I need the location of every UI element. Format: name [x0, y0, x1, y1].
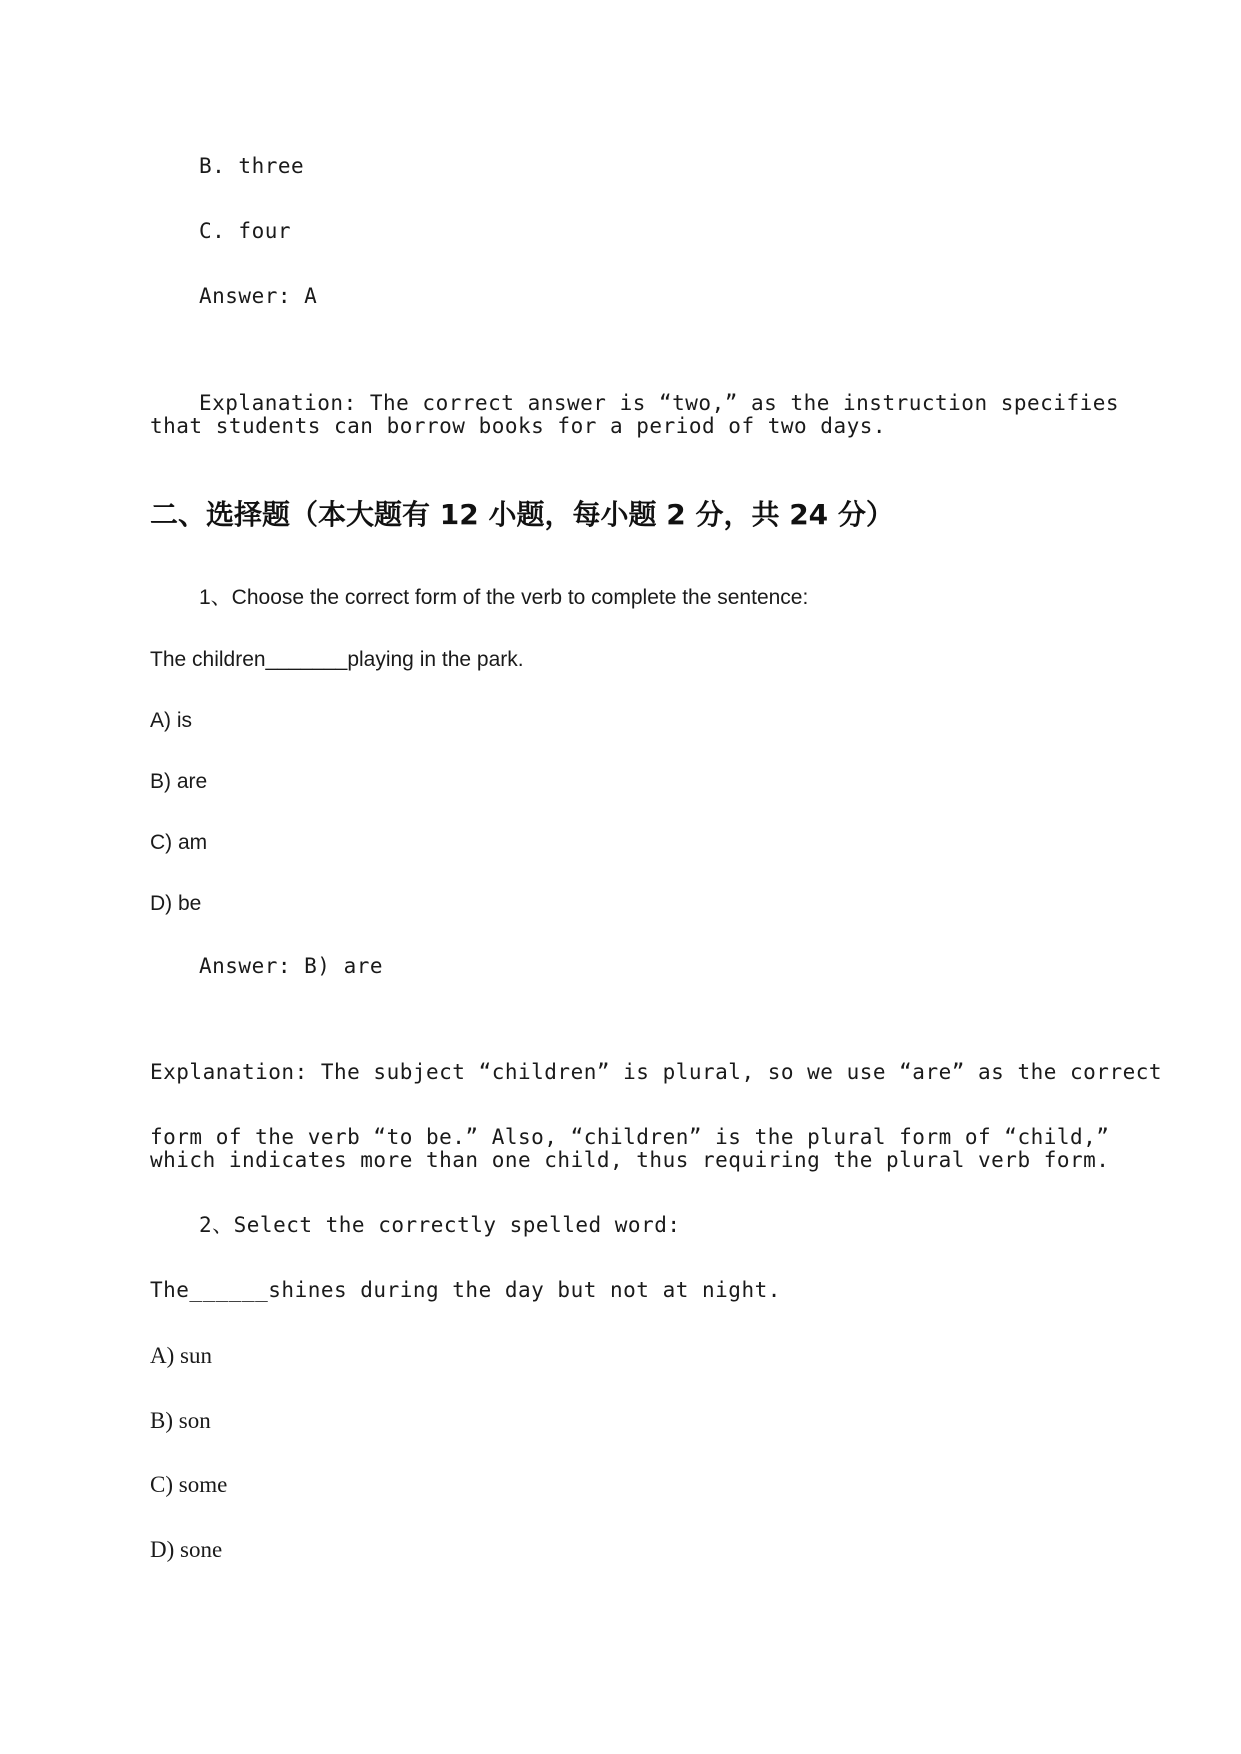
question-1-option-a: A) is	[150, 709, 192, 732]
explanation-line-2: that students can borrow books for a period of two days.	[150, 414, 887, 438]
question-1-option-c: C) am	[150, 831, 208, 854]
question-1-explanation-line-2-text: form of the verb “to be.” Also, “children” is the plural form of “child,”	[150, 1125, 1110, 1149]
question-1-option-d: D) be	[150, 892, 202, 915]
answer: Answer: A	[199, 284, 318, 308]
question-1-prompt: 1、Choose the correct form of the verb to complete the sentence:	[199, 586, 809, 609]
section-heading: 二、选择题（本大题有 12 小题，每小题 2 分，共 24 分）	[150, 498, 894, 531]
question-1-explanation-line-2	[150, 1085, 1110, 1190]
question-2-option-b: B) son	[150, 1408, 211, 1433]
question-1-explanation-line-3: which indicates more than one child, thus requiring the plural verb form.	[150, 1148, 1110, 1172]
question-2-option-d: D) sone	[150, 1537, 223, 1562]
question-1-answer: Answer: B) are	[199, 954, 384, 978]
explanation-line-1-text: Explanation: The correct answer is “two,” as the instruction specifies	[199, 391, 1120, 415]
question-1-option-b: B) are	[150, 770, 208, 793]
question-1-sentence: The children_______playing in the park.	[150, 648, 524, 671]
option-b: B. three	[199, 154, 305, 178]
question-2-option-a: A) sun	[150, 1343, 212, 1368]
question-2-sentence: The______shines during the day but not at night.	[150, 1278, 781, 1302]
question-2-option-c: C) some	[150, 1472, 228, 1497]
question-2-prompt: 2、Select the correctly spelled word:	[199, 1213, 681, 1237]
option-c: C. four	[199, 219, 292, 243]
question-1-explanation-line-1-text: Explanation: The subject “children” is plural, so we use “are” as the correct	[150, 1060, 1163, 1084]
explanation-line-1	[199, 351, 1120, 456]
